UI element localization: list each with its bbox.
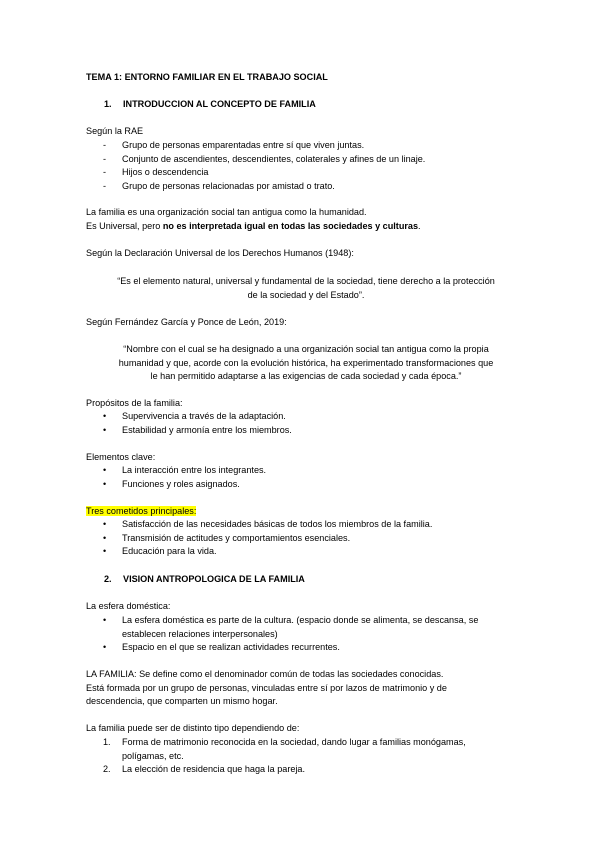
section-1-number: 1. [104,99,112,109]
list-item: 2. La elección de residencia que haga la pareja. [103,764,306,774]
esfera-intro: La esfera doméstica: [86,601,171,611]
elementos-list [86,464,526,491]
elementos-intro: Elementos clave: [86,452,156,462]
cometidos-list [86,518,526,559]
highlighted-text: Tres cometidos principales [86,506,194,516]
section-2-title: VISION ANTROPOLOGICA DE LA FAMILIA [123,574,305,584]
list-item: - Conjunto de ascendientes, descendientes, colaterales y afines de un linaje. [103,153,426,164]
esfera-list [86,614,526,655]
list-item: • Espacio en el que se realizan actividades recurrentes. [103,642,340,652]
list-item: • Educación para la vida. [103,546,217,556]
list-item: • Satisfacción de las necesidades básicas de todos los miembros de la familia. [103,519,433,529]
section-1-title: INTRODUCCION AL CONCEPTO DE FAMILIA [123,99,316,109]
list-item: • Transmisión de actitudes y comportamientos esenciales. [103,532,351,543]
list-item: 1. Forma de matrimonio reconocida en la sociedad, dando lugar a familias monógamas, polígamas, etc. [103,737,466,761]
cometidos-intro: Tres cometidos principales: [86,506,197,516]
doc-title: TEMA 1: ENTORNO FAMILIAR EN EL TRABAJO SOCIAL [86,72,328,82]
list-item: • Estabilidad y armonía entre los miembros. [103,424,292,435]
dudh-intro: Según la Declaración Universal de los Derechos Humanos (1948): [86,248,354,258]
propositos-list [86,410,526,437]
list-item: • Funciones y roles asignados. [103,478,240,489]
fg-quote: “Nombre con el cual se ha designado a una organización social tan antigua como la propia humanidad y que, acorde con la evolución histórica, ha experimentado transformaciones que le han permitido adaptarse a las exigencias de cada sociedad y cada época.” [118,344,494,381]
fg-intro: Según Fernández García y Ponce de León, 2019: [86,317,287,327]
paragraph-antigua: La familia es una organización social tan antigua como la humanidad. [86,207,367,217]
list-item: - Grupo de personas relacionadas por amistad o trato. [103,180,335,191]
tipos-intro: La familia puede ser de distinto tipo dependiendo de: [86,723,300,733]
list-item: - Grupo de personas emparentadas entre sí que viven juntas. [103,140,365,150]
list-item: • Supervivencia a través de la adaptación. [103,411,286,421]
rae-list [86,139,526,193]
section-2-number: 2. [104,574,112,584]
list-item: • La interacción entre los integrantes. [103,465,267,475]
dudh-quote: “Es el elemento natural, universal y fundamental de la sociedad, tiene derecho a la protección de la sociedad y del Estado”. [117,276,495,300]
paragraph-lafamilia: LA FAMILIA: Se define como el denominador común de todas las sociedades conocidas. Está formada por un grupo de personas, vinculadas entre sí por lazos de matrimonio y de descendencia, que comparten un mismo hogar. [86,669,447,706]
list-item: • La esfera doméstica es parte de la cultura. (espacio donde se alimenta, se descansa, se establecen relaciones interpersonales) [103,615,479,639]
paragraph-universal: Es Universal, pero no es interpretada igual en todas las sociedades y culturas. [86,221,421,231]
list-item: - Hijos o descendencia [103,167,209,177]
rae-intro: Según la RAE [86,126,144,136]
tipos-list [86,736,526,777]
propositos-intro: Propósitos de la familia: [86,398,183,408]
